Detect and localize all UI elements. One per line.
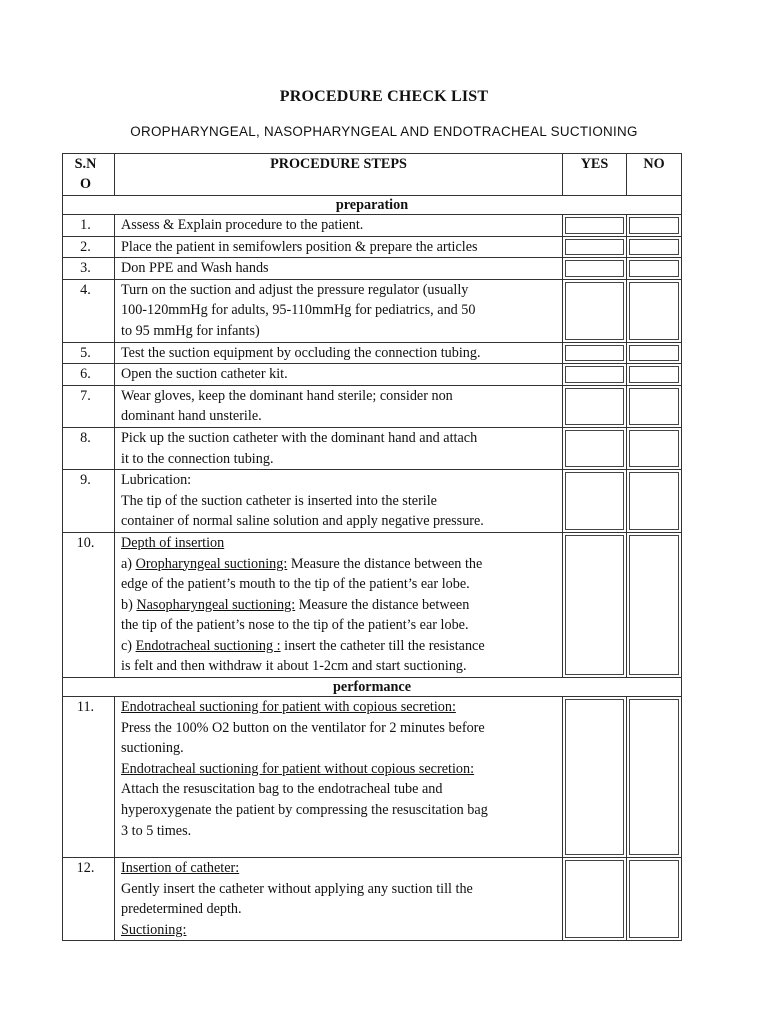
table-row [63, 858, 682, 941]
no-checkbox[interactable] [627, 470, 682, 533]
yes-checkbox[interactable] [563, 470, 627, 533]
section-row-performance [63, 678, 682, 697]
document-subtitle: OROPHARYNGEAL, NASOPHARYNGEAL AND ENDOTRACHEAL SUCTIONING [130, 124, 638, 139]
step-number: 10. [63, 532, 115, 677]
table-row [63, 697, 682, 858]
table-row [63, 470, 682, 533]
table-row [63, 342, 682, 364]
step-text: Open the suction catheter kit. [115, 364, 563, 386]
yes-checkbox[interactable] [563, 236, 627, 258]
table-row [63, 279, 682, 342]
no-checkbox[interactable] [627, 364, 682, 386]
step-number: 5. [63, 342, 115, 364]
step-number: 6. [63, 364, 115, 386]
no-checkbox[interactable] [627, 858, 682, 941]
table-row [63, 236, 682, 258]
yes-checkbox[interactable] [563, 364, 627, 386]
yes-checkbox[interactable] [563, 258, 627, 280]
yes-checkbox[interactable] [563, 427, 627, 469]
table-row [63, 385, 682, 427]
no-checkbox[interactable] [627, 215, 682, 237]
table-row [63, 215, 682, 237]
step-number: 4. [63, 279, 115, 342]
yes-checkbox[interactable] [563, 532, 627, 677]
step-number: 2. [63, 236, 115, 258]
yes-checkbox[interactable] [563, 858, 627, 941]
table-header-row [63, 154, 682, 196]
step-number: 7. [63, 385, 115, 427]
step-text: Turn on the suction and adjust the pressure regulator (usually 100-120mmHg for adults, 95-110mmHg for pediatrics, and 50 to 95 mmHg for infants) [115, 279, 563, 342]
step-text: Endotracheal suctioning for patient with copious secretion: Press the 100% O2 button on the ventilator for 2 minutes before suctioning. Endotracheal suctioning for patient without copious secretion: Attach the resuscitation bag to the endotracheal tube and hyperoxygenate the patient by compressing the resuscitation bag 3 to 5 times. [115, 697, 563, 858]
header-no: NO [627, 154, 682, 196]
yes-checkbox[interactable] [563, 342, 627, 364]
step-number: 9. [63, 470, 115, 533]
table-row [63, 364, 682, 386]
step-text: Test the suction equipment by occluding the connection tubing. [115, 342, 563, 364]
step-text: Lubrication: The tip of the suction catheter is inserted into the sterile container of normal saline solution and apply negative pressure. [115, 470, 563, 533]
yes-checkbox[interactable] [563, 279, 627, 342]
yes-checkbox[interactable] [563, 385, 627, 427]
no-checkbox[interactable] [627, 427, 682, 469]
section-row-preparation [63, 196, 682, 215]
no-checkbox[interactable] [627, 532, 682, 677]
document-title: PROCEDURE CHECK LIST [279, 88, 489, 105]
no-checkbox[interactable] [627, 236, 682, 258]
no-checkbox[interactable] [627, 342, 682, 364]
header-yes: YES [563, 154, 627, 196]
step-text: Wear gloves, keep the dominant hand sterile; consider non dominant hand unsterile. [115, 385, 563, 427]
step-text: Place the patient in semifowlers position & prepare the articles [115, 236, 563, 258]
header-procedure-steps: PROCEDURE STEPS [115, 154, 563, 196]
table-row [63, 258, 682, 280]
header-sno: S.N O [63, 154, 115, 196]
table-row [63, 427, 682, 469]
yes-checkbox[interactable] [563, 215, 627, 237]
section-label-preparation: preparation [63, 196, 682, 215]
step-number: 3. [63, 258, 115, 280]
step-number: 11. [63, 697, 115, 858]
step-number: 12. [63, 858, 115, 941]
no-checkbox[interactable] [627, 279, 682, 342]
no-checkbox[interactable] [627, 385, 682, 427]
procedure-checklist-table [62, 153, 682, 941]
no-checkbox[interactable] [627, 697, 682, 858]
step-text: Pick up the suction catheter with the dominant hand and attach it to the connection tubing. [115, 427, 563, 469]
section-label-performance: performance [63, 678, 682, 697]
step-number: 8. [63, 427, 115, 469]
step-text: Insertion of catheter: Gently insert the catheter without applying any suction till the predetermined depth. Suctioning: [115, 858, 563, 941]
step-number: 1. [63, 215, 115, 237]
step-text: Assess & Explain procedure to the patient. [115, 215, 563, 237]
no-checkbox[interactable] [627, 258, 682, 280]
step-text: Depth of insertion a) Oropharyngeal suctioning: Measure the distance between the edge of the patient’s mouth to the tip of the patient’s ear lobe. b) Nasopharyngeal suctioning: Measure the distance between the tip of the patient’s nose to the tip of the patient’s ear lobe. c) Endotracheal suctioning : insert the catheter till the resistance is felt and then withdraw it about 1-2cm and start suctioning. [115, 532, 563, 677]
step-text: Don PPE and Wash hands [115, 258, 563, 280]
table-row [63, 532, 682, 677]
yes-checkbox[interactable] [563, 697, 627, 858]
